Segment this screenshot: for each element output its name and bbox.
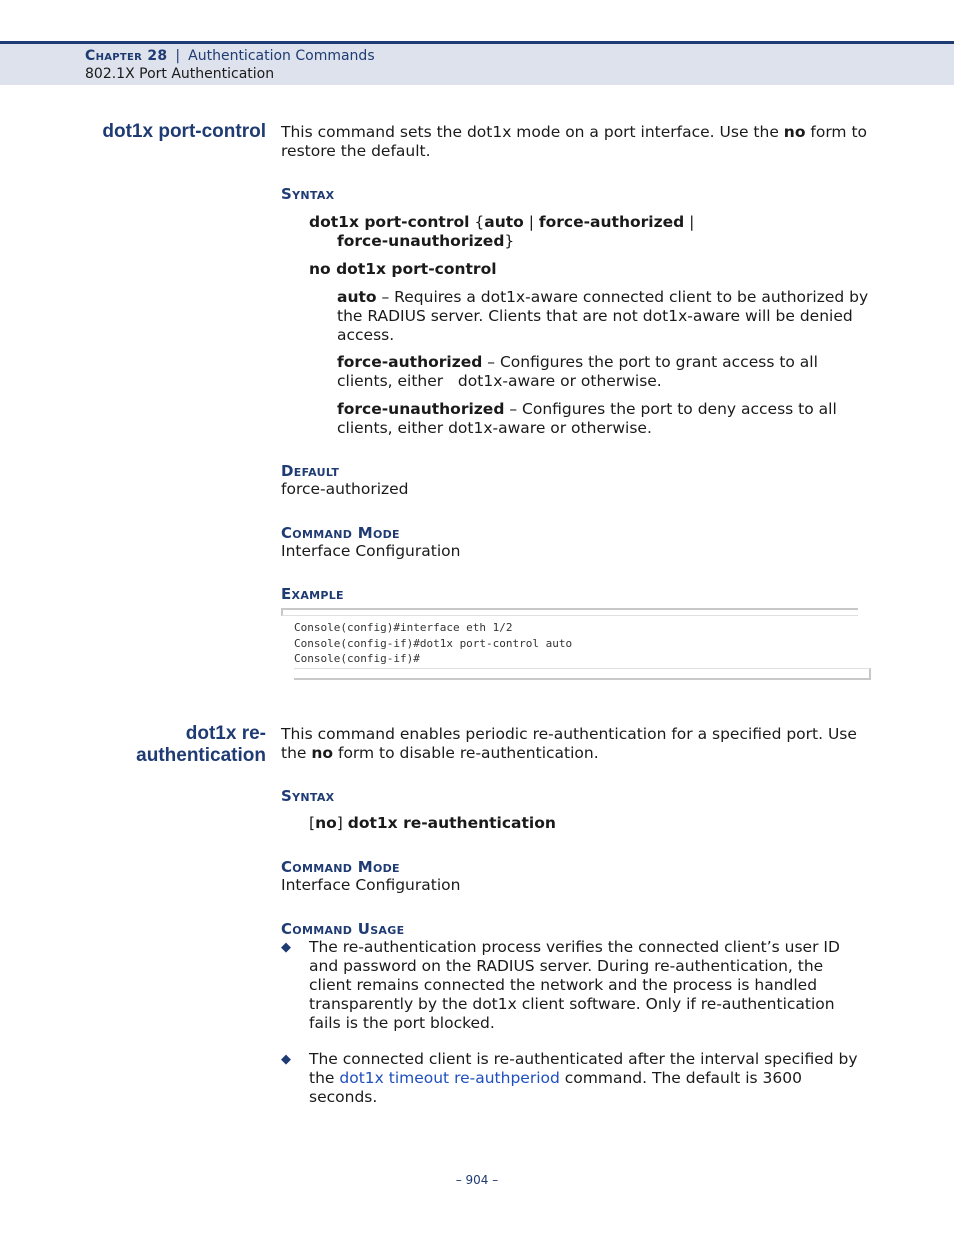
default-heading: Default	[281, 462, 340, 480]
cross-reference-link[interactable]: dot1x timeout re-authperiod	[339, 1069, 560, 1087]
command-usage-heading: Command Usage	[281, 920, 405, 938]
code-example-box	[281, 608, 869, 680]
syntax-line	[309, 814, 869, 833]
desc-text: This command enables periodic re-authentication for a specified port. Use the	[281, 725, 857, 762]
code-line: Console(config-if)#dot1x port-control auto	[294, 636, 573, 650]
code-line: Console(config)#interface eth 1/2	[294, 621, 513, 634]
syntax-command: dot1x re-authentication	[347, 814, 556, 832]
header-separator: |	[175, 48, 181, 64]
section-title: 802.1X Port Authentication	[85, 66, 275, 82]
param-term: force-authorized	[337, 353, 483, 371]
syntax-heading: Syntax	[281, 185, 335, 203]
header-chapter-line	[85, 48, 375, 64]
diamond-bullet-icon: ◆	[281, 940, 291, 955]
syntax-option: force-unauthorized	[337, 232, 505, 250]
param-desc: – Requires a dot1x-aware connected client to be authorized by the RADIUS server. Clients that are not dot1x-aware will be denied access.	[337, 288, 869, 344]
syntax-bracket: ]	[336, 814, 348, 832]
param-force-authorized	[337, 353, 869, 391]
bullet-text	[309, 1050, 869, 1107]
param-auto	[337, 288, 869, 345]
param-desc: – Configures the port to deny access to all clients, either dot1x-aware or otherwise.	[337, 400, 837, 437]
bullet-text-part: command. The default is 3600 seconds.	[309, 1069, 802, 1106]
desc-text: form to restore the default.	[281, 123, 868, 160]
code-box-top-border	[281, 608, 858, 616]
syntax-brace: }	[504, 232, 515, 250]
page-header	[0, 41, 954, 85]
command-title-reauthentication	[136, 723, 266, 767]
command-mode-value: Interface Configuration	[281, 542, 461, 560]
syntax-no-command: no dot1x port-control	[309, 260, 497, 278]
page-number: – 904 –	[455, 1173, 499, 1187]
command-title-port-control: dot1x port-control	[102, 121, 266, 142]
bullet-text-part: The connected client is re-authenticated after the interval specified by the	[309, 1050, 858, 1087]
command-mode-heading: Command Mode	[281, 524, 400, 542]
desc-bold: no	[311, 744, 334, 762]
syntax-option: force-authorized	[538, 213, 685, 231]
param-term: auto	[337, 288, 377, 306]
desc-bold: no	[783, 123, 806, 141]
command-description	[281, 123, 871, 161]
diamond-bullet-icon: ◆	[281, 1052, 291, 1067]
param-term: force-unauthorized	[337, 400, 505, 418]
syntax-no: no	[315, 814, 337, 832]
code-lines	[294, 620, 572, 667]
example-heading: Example	[281, 585, 344, 603]
command-description	[281, 725, 871, 763]
usage-bullet	[281, 938, 869, 1033]
syntax-pipe: |	[523, 213, 539, 231]
syntax-brace: {	[469, 213, 485, 231]
param-desc: – Configures the port to grant access to all clients, either dot1x-aware or otherwise.	[337, 353, 823, 390]
chapter-title: Authentication Commands	[188, 48, 375, 64]
syntax-pipe: |	[684, 213, 695, 231]
syntax-heading: Syntax	[281, 787, 335, 805]
command-mode-heading: Command Mode	[281, 858, 400, 876]
syntax-no-line	[309, 260, 869, 279]
command-mode-value: Interface Configuration	[281, 876, 461, 894]
syntax-line	[309, 213, 897, 251]
param-force-unauthorized	[337, 400, 869, 438]
desc-text: form to disable re-authentication.	[333, 744, 599, 762]
desc-text: This command sets the dot1x mode on a port interface. Use the	[281, 123, 784, 141]
command-title-line: dot1x re-	[185, 723, 266, 744]
bullet-text: The re-authentication process verifies the connected client’s user ID and password on the RADIUS server. During re-authentication, the client remains connected the network and the process is handled transparently by the dot1x client software. Only if re-authentication fails is the port blocked.	[309, 938, 840, 1032]
syntax-command: dot1x port-control	[309, 213, 470, 231]
syntax-bracket: [	[309, 814, 316, 832]
syntax-option: auto	[484, 213, 524, 231]
command-title-line: authentication	[136, 745, 266, 766]
usage-bullet	[281, 1050, 869, 1107]
default-value: force-authorized	[281, 480, 409, 498]
chapter-label: Chapter 28	[85, 48, 168, 64]
code-line: Console(config-if)#	[294, 652, 420, 665]
code-box-bottom-border	[294, 668, 871, 680]
